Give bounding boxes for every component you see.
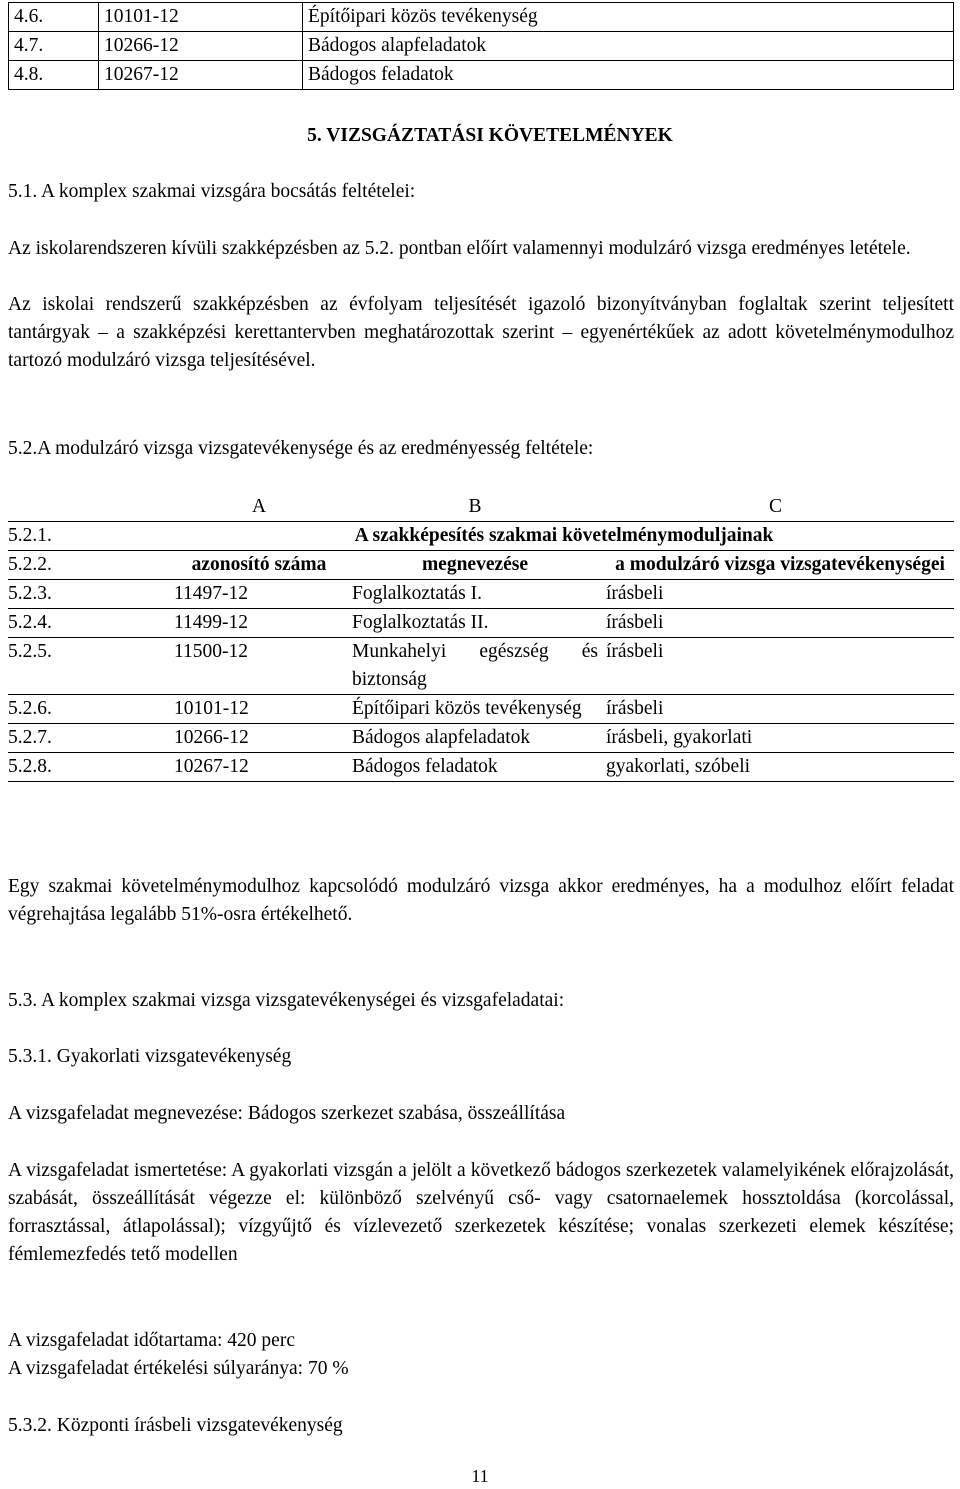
table-row	[8, 522, 954, 551]
module-code: 11497-12	[174, 580, 344, 609]
task-duration: A vizsgafeladat időtartama: 420 perc	[8, 1330, 295, 1351]
table-row	[9, 3, 954, 32]
row-number: 5.2.5.	[8, 638, 174, 695]
module-code: 10267-12	[99, 61, 303, 90]
table-caption-cell: A szakképesítés szakmai követelménymoduljainak	[174, 522, 954, 551]
column-c-label: C	[606, 493, 954, 522]
column-header-name: megnevezése	[352, 551, 598, 580]
module-name: Építőipari közös tevékenység	[352, 695, 598, 724]
section-heading: 5. VIZSGÁZTATÁSI KÖVETELMÉNYEK	[307, 125, 673, 146]
module-name: Építőipari közös tevékenység	[303, 3, 954, 32]
row-number: 5.2.4.	[8, 609, 174, 638]
module-name: Bádogos feladatok	[303, 61, 954, 90]
exam-activity: írásbeli	[606, 609, 954, 638]
paragraph-module-success: Egy szakmai követelménymodulhoz kapcsolódó modulzáró vizsga akkor eredményes, ha a modulhoz előírt feladat végrehajtása legalább 51%-osra értékelhető.	[8, 876, 954, 925]
table-row	[8, 638, 954, 695]
module-code: 11500-12	[174, 638, 344, 695]
table-row	[8, 580, 954, 609]
column-b-label: B	[352, 493, 598, 522]
module-name: Bádogos feladatok	[352, 753, 598, 782]
exam-activity: gyakorlati, szóbeli	[606, 753, 954, 782]
task-description: A vizsgafeladat ismertetése: A gyakorlati vizsgán a jelölt a következő bádogos szerkezetek valamelyikének előrajzolását, szabását, összeállítását végezze el: különböző szelvényű cső- vagy csatornaelemek hossztoldása (korcolással, forrasztással, átlapolással); vízgyűjtő és vízlevezető szerkezetek készítése; vonalas szerkezeti elemek készítése; fémlemezfedés tető modellen	[8, 1160, 954, 1265]
blank-cell	[8, 493, 174, 522]
paragraph-5-1-b: Az iskolai rendszerű szakképzésben az évfolyam teljesítését igazoló bizonyítványban foglaltak szerint teljesített tantárgyak – a szakképzési kerettantervben meghatározottak szerint – egyenértékűek az adott követelménymodulhoz tartozó modulzáró vizsga teljesítésével.	[8, 294, 954, 371]
table-header-row	[8, 493, 954, 522]
row-number: 5.2.7.	[8, 724, 174, 753]
module-name: Bádogos alapfeladatok	[352, 724, 598, 753]
table-row	[8, 695, 954, 724]
module-code: 10266-12	[99, 32, 303, 61]
module-name: Foglalkoztatás II.	[352, 609, 598, 638]
module-name: Bádogos alapfeladatok	[303, 32, 954, 61]
table-row	[9, 61, 954, 90]
exam-activity: írásbeli	[606, 638, 954, 695]
subsection-5-2-title: 5.2.A modulzáró vizsga vizsgatevékenysége és az eredményesség feltétele:	[8, 438, 594, 459]
table-row	[8, 609, 954, 638]
row-number: 5.2.2.	[8, 551, 174, 580]
subsection-5-1-title: 5.1. A komplex szakmai vizsgára bocsátás feltételei:	[8, 181, 416, 202]
row-number: 5.2.3.	[8, 580, 174, 609]
module-code: 10101-12	[174, 695, 344, 724]
task-weight: A vizsgafeladat értékelési súlyaránya: 70 %	[8, 1358, 349, 1379]
subsection-5-3-1-title: 5.3.1. Gyakorlati vizsgatevékenység	[8, 1046, 292, 1067]
table-row	[9, 32, 954, 61]
row-number: 5.2.1.	[8, 522, 174, 551]
column-header-activity: a modulzáró vizsga vizsgatevékenységei	[606, 551, 954, 580]
column-a-label: A	[174, 493, 344, 522]
row-number: 4.6.	[9, 3, 99, 32]
exam-activity: írásbeli	[606, 580, 954, 609]
row-number: 5.2.6.	[8, 695, 174, 724]
paragraph-5-1-a: Az iskolarendszeren kívüli szakképzésben az 5.2. pontban előírt valamennyi modulzáró vizsga eredményes letétele.	[8, 238, 911, 259]
exam-activity: írásbeli	[606, 695, 954, 724]
task-name: A vizsgafeladat megnevezése: Bádogos szerkezet szabása, összeállítása	[8, 1103, 566, 1124]
column-header-id: azonosító száma	[174, 551, 344, 580]
table-row	[8, 551, 954, 580]
subsection-5-3-2-title: 5.3.2. Központi írásbeli vizsgatevékenység	[8, 1415, 343, 1436]
module-name: Foglalkoztatás I.	[352, 580, 598, 609]
exam-module-table	[8, 493, 954, 782]
module-code: 10267-12	[174, 753, 344, 782]
module-code: 11499-12	[174, 609, 344, 638]
row-number: 4.7.	[9, 32, 99, 61]
page-number: 11	[471, 1466, 489, 1486]
row-number: 5.2.8.	[8, 753, 174, 782]
module-code: 10266-12	[174, 724, 344, 753]
subsection-5-3-title: 5.3. A komplex szakmai vizsga vizsgatevékenységei és vizsgafeladatai:	[8, 990, 565, 1011]
row-number: 4.8.	[9, 61, 99, 90]
table-row	[8, 753, 954, 782]
exam-activity: írásbeli, gyakorlati	[606, 724, 954, 753]
module-name: Munkahelyi egészség és biztonság	[352, 638, 598, 695]
module-code: 10101-12	[99, 3, 303, 32]
table-row	[8, 724, 954, 753]
module-list-table	[8, 2, 954, 90]
